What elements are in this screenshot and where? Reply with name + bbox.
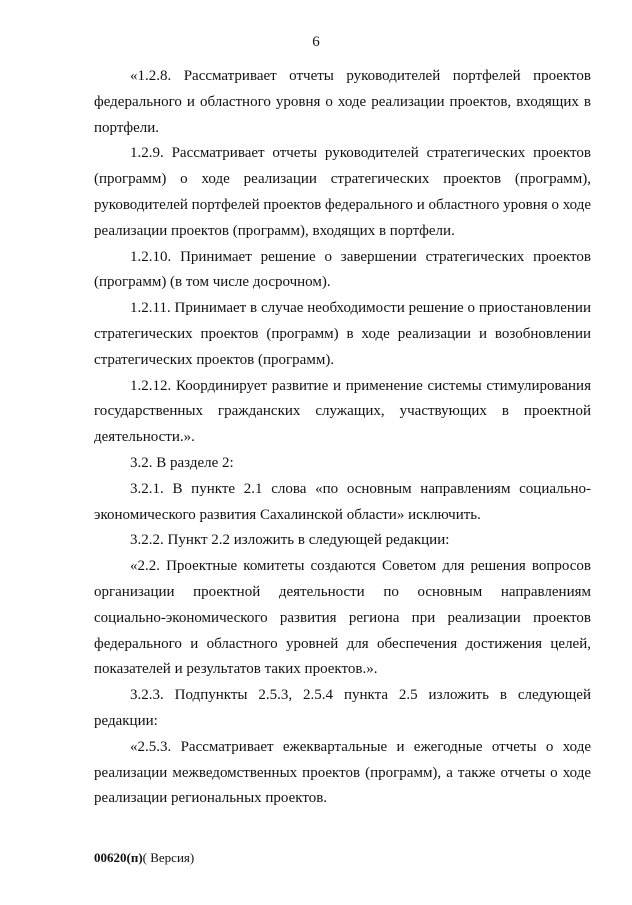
paragraph-2-5-3-quote: «2.5.3. Рассматривает ежеквартальные и ежегодные отчеты о ходе реализации межведомственных проектов (программ), а также отчеты о ходе реализации региональных проектов.	[94, 738, 591, 807]
paragraph-1-2-11: 1.2.11. Принимает в случае необходимости решение о приостановлении стратегических проектов (программ) в ходе реализации и возобновлении стратегических проектов (программ).	[94, 300, 591, 368]
paragraph-1-2-12: 1.2.12. Координирует развитие и применение системы стимулирования государственных гражданских служащих, участвующих в проектной деятельности.».	[94, 377, 591, 446]
paragraph-3-2-3: 3.2.3. Подпункты 2.5.3, 2.5.4 пункта 2.5 изложить в следующей редакции:	[94, 687, 591, 729]
document-body	[94, 64, 591, 812]
paragraph-2-2-quote: «2.2. Проектные комитеты создаются Советом для решения вопросов организации проектной деятельности по основным направлениям социально-экономического развития региона при реализации проектов федерального и областного уровней для обеспечения достижения целей, показателей и результатов таких проектов.».	[94, 558, 591, 678]
paragraph-3-2-1: 3.2.1. В пункте 2.1 слова «по основным направлениям социально-экономического развития Сахалинской области» исключить.	[94, 480, 591, 523]
paragraph-1-2-10: 1.2.10. Принимает решение о завершении стратегических проектов (программ) (в том числе досрочном).	[94, 248, 591, 291]
document-version: ( Версия)	[142, 850, 195, 865]
paragraph-3-2: 3.2. В разделе 2:	[130, 454, 234, 471]
paragraph-3-2-2: 3.2.2. Пункт 2.2 изложить в следующей редакции:	[130, 532, 450, 549]
page-number: 6	[312, 34, 320, 50]
document-footer	[94, 850, 194, 866]
paragraph-1-2-8: «1.2.8. Рассматривает отчеты руководителей портфелей проектов федерального и областного уровня о ходе реализации проектов, входящих в портфели.	[94, 68, 591, 136]
paragraph-1-2-9: 1.2.9. Рассматривает отчеты руководителей стратегических проектов (программ) о ходе реализации стратегических проектов (программ), руководителей портфелей проектов федерального и областного уровня о ходе реализации проектов (программ), входящих в портфели.	[94, 145, 591, 239]
document-code: 00620(п)	[94, 850, 143, 865]
